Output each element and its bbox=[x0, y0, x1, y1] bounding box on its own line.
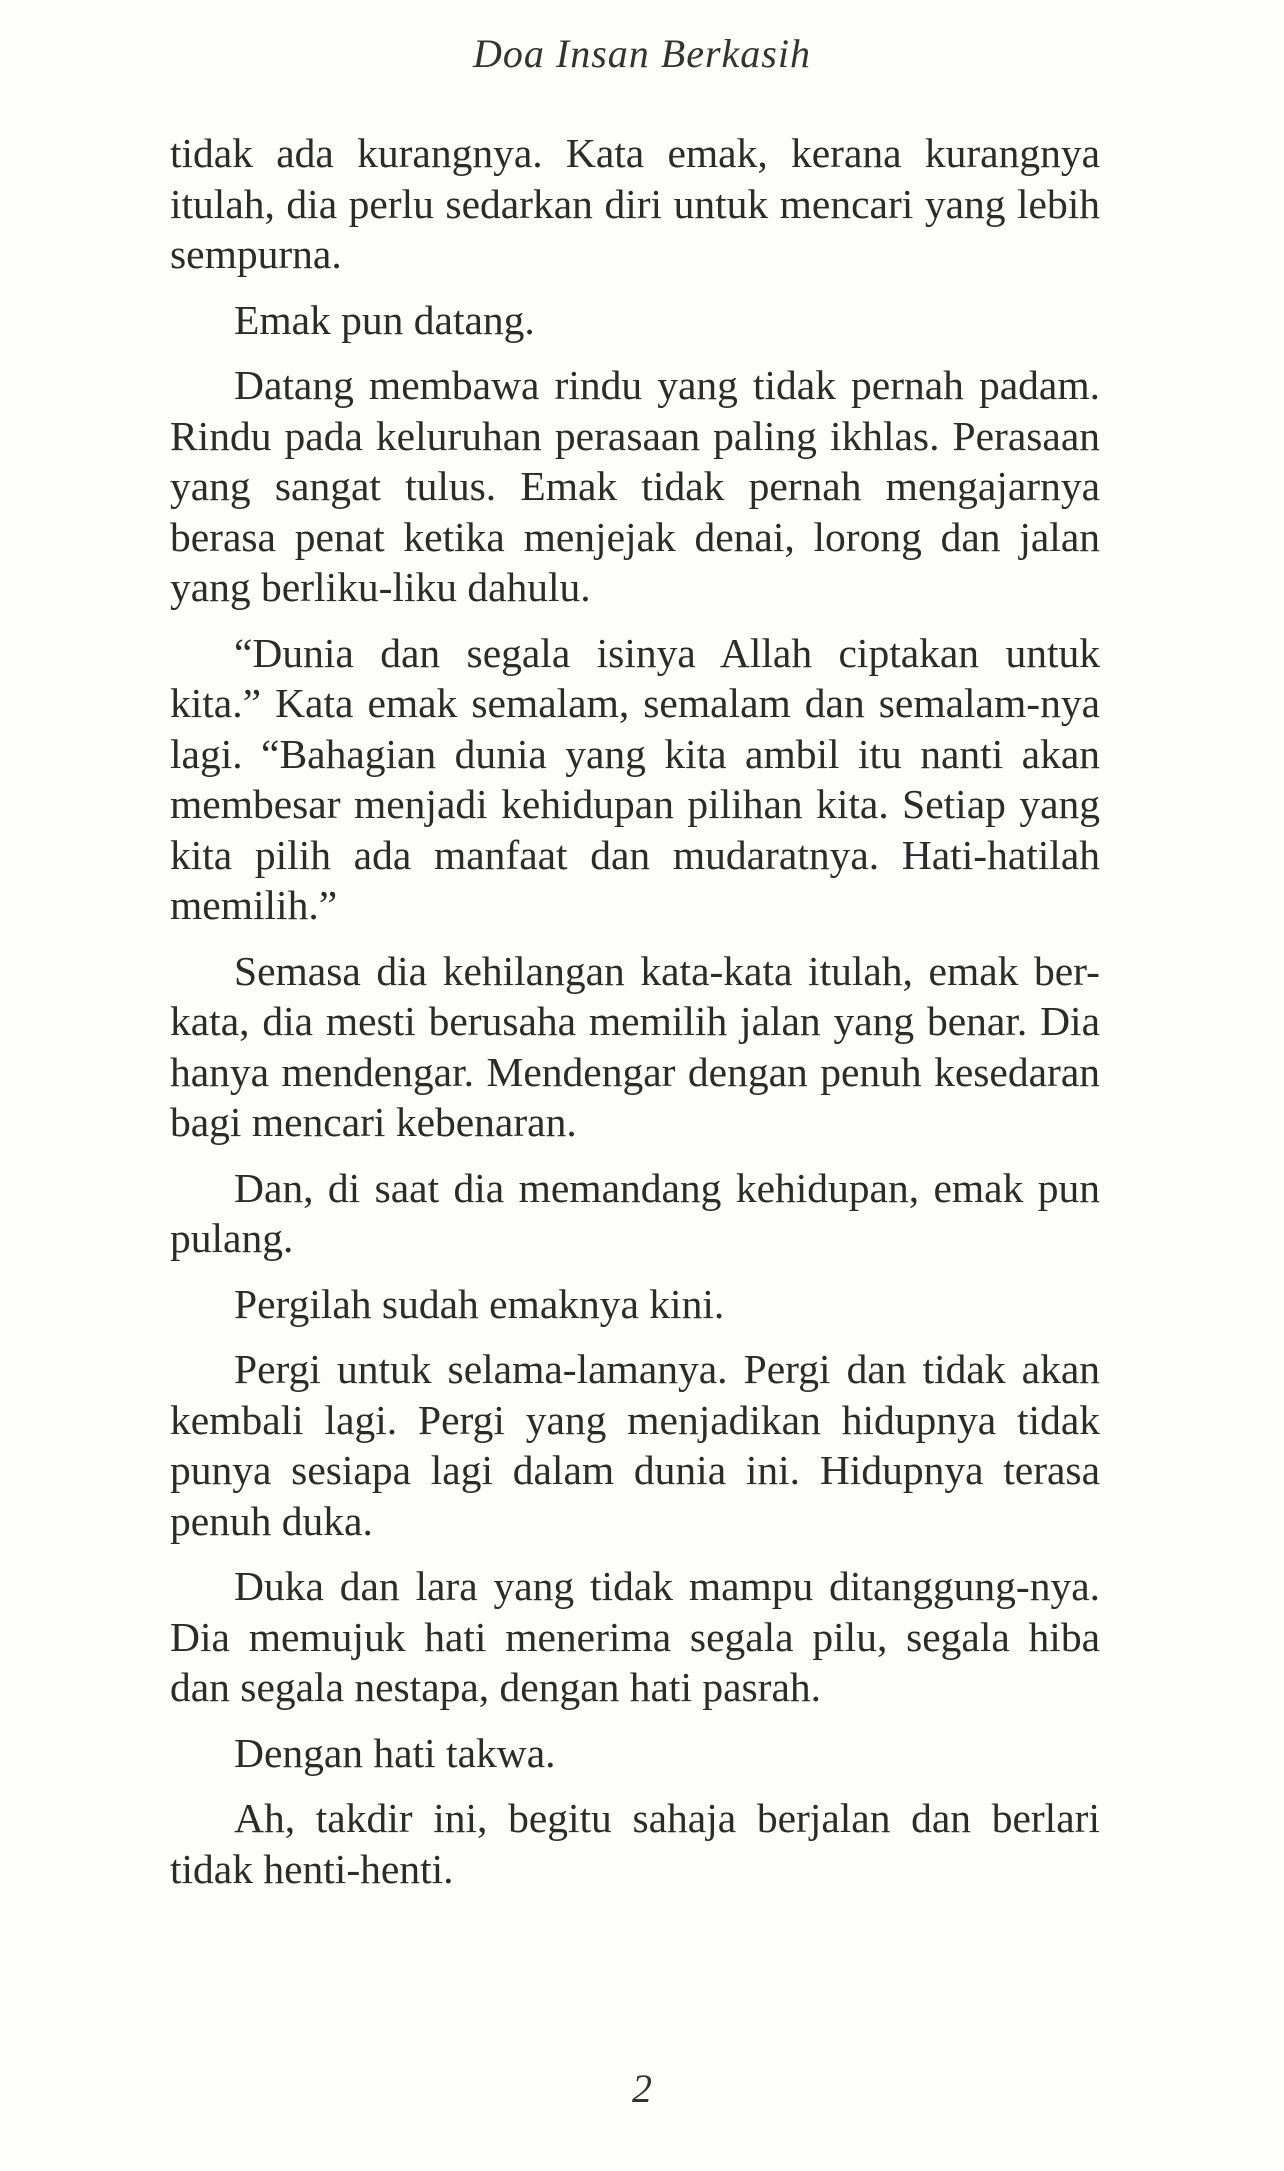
running-head: Doa Insan Berkasih bbox=[473, 31, 811, 76]
paragraph: Semasa dia kehilangan kata-kata itulah, emak ber-kata, dia mesti berusaha memilih jalan yang benar. Dia hanya mendengar. Mendengar dengan penuh kesedaran bagi mencari kebenaran. bbox=[170, 947, 1100, 1145]
paragraph: Emak pun datang. bbox=[234, 296, 535, 343]
paragraph: Ah, takdir ini, begitu sahaja berjalan dan berlari tidak henti-henti. bbox=[170, 1795, 1100, 1892]
paragraph: Dan, di saat dia memandang kehidupan, emak pun pulang. bbox=[170, 1164, 1100, 1261]
paragraph: tidak ada kurangnya. Kata emak, kerana kurangnya itulah, dia perlu sedarkan diri untuk mencari yang lebih sempurna. bbox=[170, 130, 1100, 277]
page-number: 2 bbox=[632, 2066, 652, 2111]
paragraph: “Dunia dan segala isinya Allah ciptakan untuk kita.” Kata emak semalam, semalam dan semalam-nya lagi. “Bahagian dunia yang kita ambil itu nanti akan membesar menjadi kehidupan pilihan kita. Setiap yang kita pilih ada manfaat dan mudaratnya. Hati-hatilah memilih.” bbox=[170, 629, 1100, 928]
paragraph: Datang membawa rindu yang tidak pernah padam. Rindu pada keluruhan perasaan paling ikhlas. Perasaan yang sangat tulus. Emak tidak pernah mengajarnya berasa penat ketika menjejak denai, lorong dan jalan yang berliku-liku dahulu. bbox=[170, 362, 1100, 610]
paragraph: Duka dan lara yang tidak mampu ditanggung-nya. Dia memujuk hati menerima segala pilu, segala hiba dan segala nestapa, dengan hati pasrah. bbox=[170, 1563, 1100, 1710]
paragraph: Dengan hati takwa. bbox=[234, 1729, 556, 1776]
paragraph: Pergilah sudah emaknya kini. bbox=[234, 1280, 725, 1327]
body-text bbox=[170, 128, 1100, 1909]
paragraph: Pergi untuk selama-lamanya. Pergi dan tidak akan kembali lagi. Pergi yang menjadikan hidupnya tidak punya sesiapa lagi dalam dunia ini. Hidupnya terasa penuh duka. bbox=[170, 1346, 1100, 1544]
